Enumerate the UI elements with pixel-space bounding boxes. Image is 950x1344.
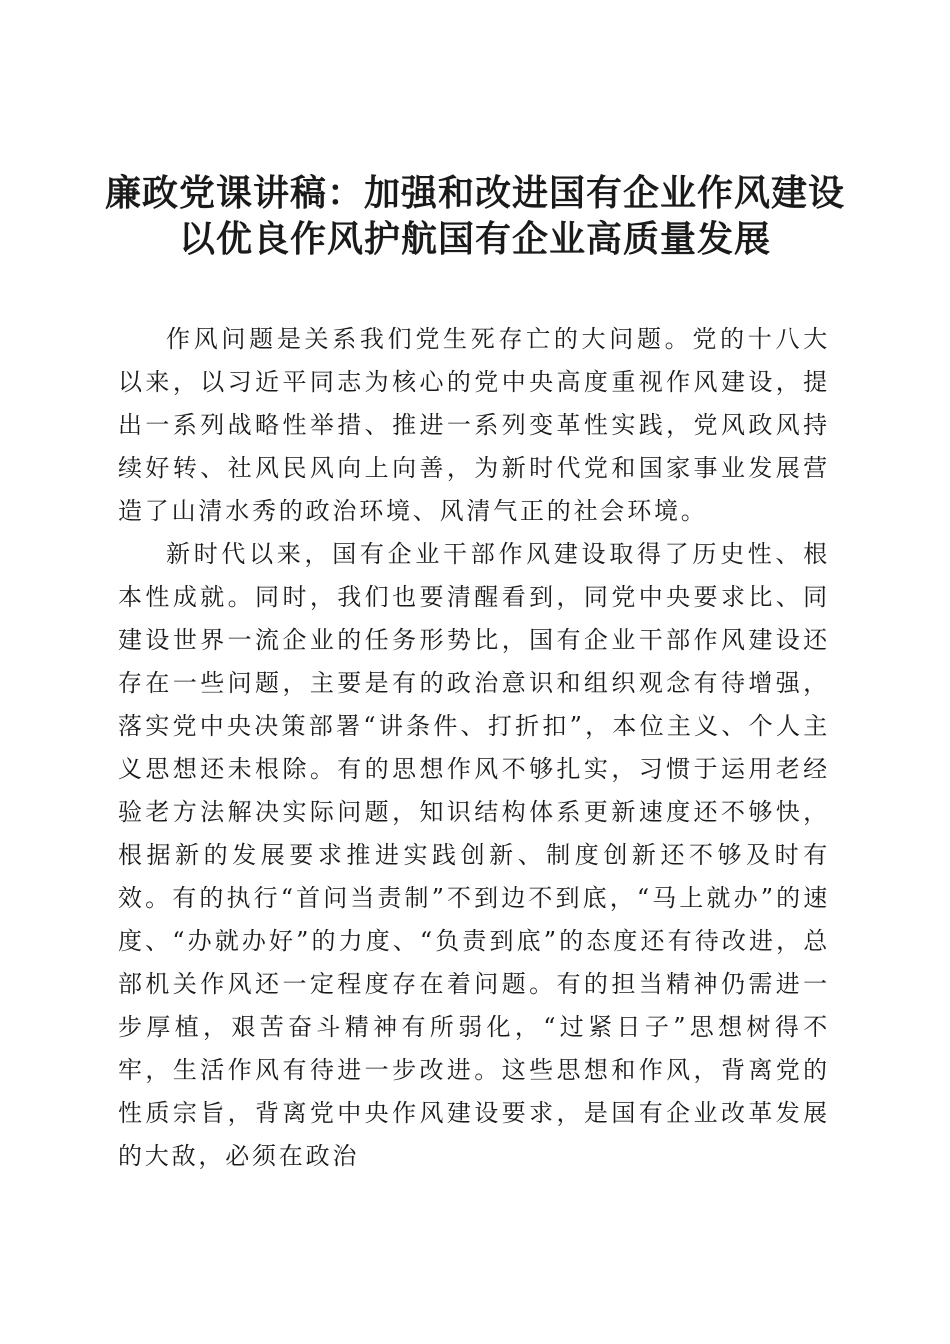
title-line-1: 廉政党课讲稿：加强和改进国有企业作风建设	[104, 172, 845, 214]
document-title	[0, 170, 950, 262]
paragraph-2: 新时代以来，国有企业干部作风建设取得了历史性、根本性成就。同时，我们也要清醒看到，同党中央要求比、同建设世界一流企业的任务形势比，国有企业干部作风建设还存在一些问题，主要是有的政治意识和组织观念有待增强，落实党中央决策部署“讲条件、打折扣”，本位主义、个人主义思想还未根除。有的思想作风不够扎实，习惯于运用老经验老方法解决实际问题，知识结构体系更新速度还不够快，根据新的发展要求推进实践创新、制度创新还不够及时有效。有的执行“首问当责制”不到边不到底，“马上就办”的速度、“办就办好”的力度、“负责到底”的态度还有待改进，总部机关作风还一定程度存在着问题。有的担当精神仍需进一步厚植，艰苦奋斗精神有所弱化，“过紧日子”思想树得不牢，生活作风有待进一步改进。这些思想和作风，背离党的性质宗旨，背离党中央作风建设要求，是国有企业改革发展的大敌，必须在政治	[118, 540, 830, 1170]
paragraph-1: 作风问题是关系我们党生死存亡的大问题。党的十八大以来，以习近平同志为核心的党中央高度重视作风建设，提出一系列战略性举措、推进一系列变革性实践，党风政风持续好转、社风民风向上向善，为新时代党和国家事业发展营造了山清水秀的政治环境、风清气正的社会环境。	[118, 325, 830, 525]
document-body	[118, 318, 830, 1178]
title-line-2: 以优良作风护航国有企业高质量发展	[178, 218, 771, 260]
